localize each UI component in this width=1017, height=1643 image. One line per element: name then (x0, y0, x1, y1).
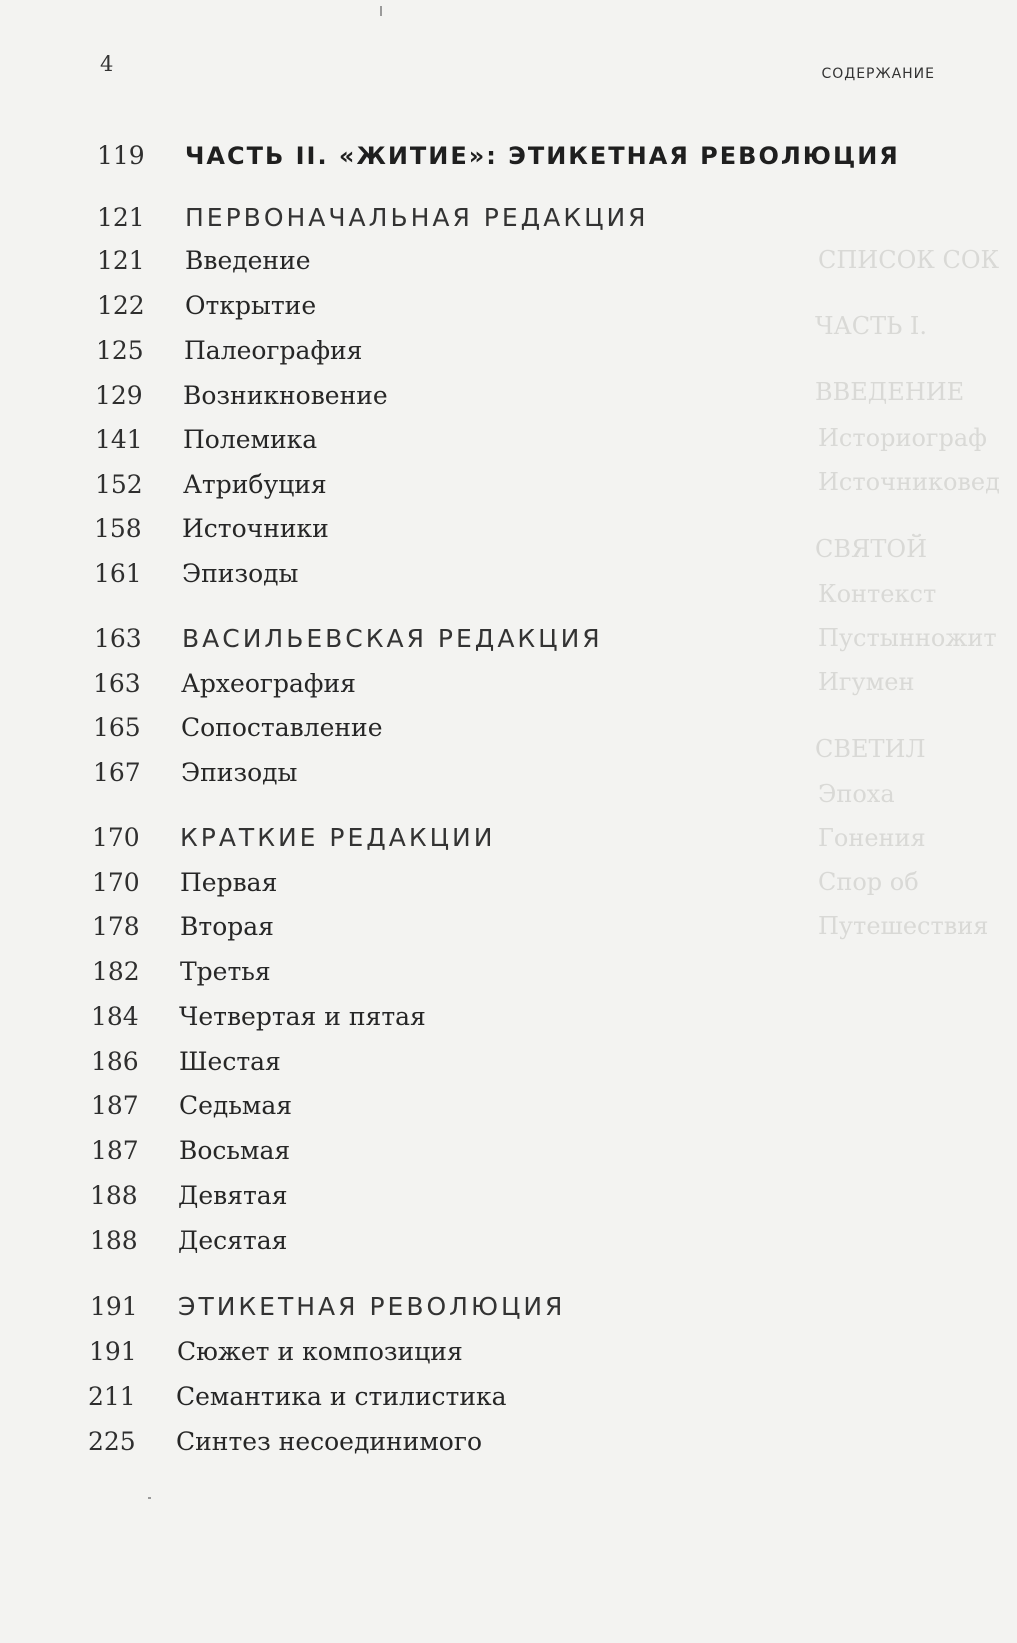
toc-page-number: 188 (90, 1226, 138, 1255)
toc-page-number: 141 (95, 425, 143, 454)
toc-page-number: 182 (92, 957, 140, 986)
toc-entry-title: Третья (180, 957, 271, 986)
toc-item-entry (88, 1382, 507, 1411)
toc-entry-title: Четвертая и пятая (179, 1002, 426, 1031)
toc-entry-title: Археография (181, 669, 356, 698)
toc-item-entry (93, 758, 297, 787)
toc-entry-title: Эпизоды (182, 559, 299, 588)
toc-entry-title: ВАСИЛЬЕВСКАЯ РЕДАКЦИЯ (182, 624, 603, 653)
toc-entry-title: Палеография (184, 336, 363, 365)
toc-page-number: 211 (88, 1382, 136, 1411)
toc-item-entry (91, 1047, 281, 1076)
toc-page-number: 187 (91, 1136, 139, 1165)
toc-entry-title: Эпизоды (181, 758, 298, 787)
toc-entry-title: Семантика и стилистика (176, 1382, 507, 1411)
toc-page-number: 165 (93, 713, 141, 742)
toc-page-number: 152 (95, 470, 143, 499)
toc-item-entry (97, 246, 311, 275)
toc-entry-title: Источники (182, 514, 329, 543)
toc-page-number: 129 (95, 381, 143, 410)
toc-page-number: 187 (91, 1091, 139, 1120)
toc-item-entry (90, 1226, 287, 1255)
toc-item-entry (94, 514, 329, 543)
toc-page-number: 225 (88, 1427, 136, 1456)
toc-page-number: 163 (94, 624, 142, 653)
toc-entry-title: Возникновение (183, 381, 388, 410)
toc-item-entry (97, 291, 316, 320)
toc-part-entry (97, 141, 900, 170)
toc-page-number: 170 (92, 868, 140, 897)
toc-page-number: 191 (90, 1292, 138, 1321)
toc-section-entry (92, 823, 495, 852)
toc-page-number: 121 (97, 203, 145, 232)
toc-entry-title: Девятая (178, 1181, 288, 1210)
toc-page-number: 125 (96, 336, 144, 365)
toc-item-entry (91, 1002, 426, 1031)
toc-item-entry (95, 425, 317, 454)
toc-entry-title: ПЕРВОНАЧАЛЬНАЯ РЕДАКЦИЯ (185, 203, 649, 232)
toc-entry-title: Введение (185, 246, 311, 275)
toc-entry-title: Шестая (179, 1047, 281, 1076)
page-number: 4 (100, 52, 114, 76)
toc-item-entry (95, 470, 327, 499)
toc-entry-title: Открытие (185, 291, 317, 320)
toc-section-entry (90, 1292, 565, 1321)
toc-section-entry (97, 203, 649, 232)
toc-page-number: 122 (97, 291, 145, 320)
print-speck (148, 1497, 151, 1499)
toc-item-entry (96, 336, 362, 365)
toc-entry-title: ЭТИКЕТНАЯ РЕВОЛЮЦИЯ (178, 1292, 566, 1321)
toc-item-entry (91, 1136, 290, 1165)
toc-page-number: 184 (91, 1002, 139, 1031)
toc-entry-title: Десятая (178, 1226, 288, 1255)
toc-entry-title: Сопоставление (181, 713, 383, 742)
toc-entry-title: Сюжет и композиция (177, 1337, 463, 1366)
toc-page-number: 121 (97, 246, 145, 275)
toc-entry-title: Седьмая (179, 1091, 293, 1120)
toc-page-number: 188 (90, 1181, 138, 1210)
toc-item-entry (89, 1337, 463, 1366)
toc-page-number: 178 (92, 912, 140, 941)
toc-page-number: 167 (93, 758, 141, 787)
toc-entry-title: Атрибуция (183, 470, 327, 499)
toc-item-entry (95, 381, 388, 410)
toc-entry-title: Восьмая (179, 1136, 291, 1165)
toc-page-number: 191 (89, 1337, 137, 1366)
toc-entry-title: Полемика (183, 425, 318, 454)
toc-entry-title: Вторая (180, 912, 274, 941)
toc-entry-title: ЧАСТЬ II. «ЖИТИЕ»: ЭТИКЕТНАЯ РЕВОЛЮЦИЯ (185, 142, 900, 170)
toc-item-entry (92, 868, 277, 897)
book-page: СПИСОК СОК ЧАСТЬ I. ВВЕДЕНИЕ Историограф Источниковед СВЯТОЙ Контекст Пустынножит Игумен СВЕТИЛ Эпоха Гонения Спор об Путешествия 4 СОДЕРЖАНИЕ 119 ЧАСТЬ II. «ЖИТИЕ»: ЭТИКЕТНАЯ РЕВОЛЮЦИЯ 121 ПЕРВОНАЧАЛЬНАЯ РЕДАКЦИЯ 121 Введение 122 Открытие 125 Палеография 129 Возникновение 141 Полемика 152 Атрибуция 158 Источники 161 Эпизоды 163 ВАСИЛЬЕВСКАЯ РЕДАКЦИЯ 163 Археография 165 Сопоставление 167 Эпизоды 170 КРАТКИЕ РЕДАКЦИИ 170 Первая 178 Вторая 182 Третья 184 Четвертая и пятая 186 Шестая 187 Седьмая 187 Восьмая 188 Девятая 188 Десятая 191 ЭТИКЕТНАЯ РЕВОЛЮЦИЯ 191 Сюжет и композиция 211 Семантика и стилистика 225 Синтез несоединимого (0, 0, 1017, 1643)
toc-page-number: 163 (93, 669, 141, 698)
toc-entry-title: Первая (180, 868, 278, 897)
toc-page-number: 158 (94, 514, 142, 543)
toc-page-number: 186 (91, 1047, 139, 1076)
toc-item-entry (93, 713, 383, 742)
toc-entry-title: Синтез несоединимого (176, 1427, 482, 1456)
toc-section-entry (94, 624, 603, 653)
toc-entry-title: КРАТКИЕ РЕДАКЦИИ (180, 823, 496, 852)
toc-item-entry (90, 1181, 287, 1210)
toc-page-number: 161 (94, 559, 142, 588)
print-speck (380, 6, 382, 16)
toc-item-entry (91, 1091, 292, 1120)
toc-item-entry (88, 1427, 482, 1456)
toc-page-number: 119 (97, 141, 145, 170)
toc-item-entry (92, 912, 274, 941)
toc-item-entry (94, 559, 298, 588)
running-head: СОДЕРЖАНИЕ (821, 66, 935, 82)
toc-item-entry (92, 957, 271, 986)
toc-page-number: 170 (92, 823, 140, 852)
toc-item-entry (93, 669, 356, 698)
